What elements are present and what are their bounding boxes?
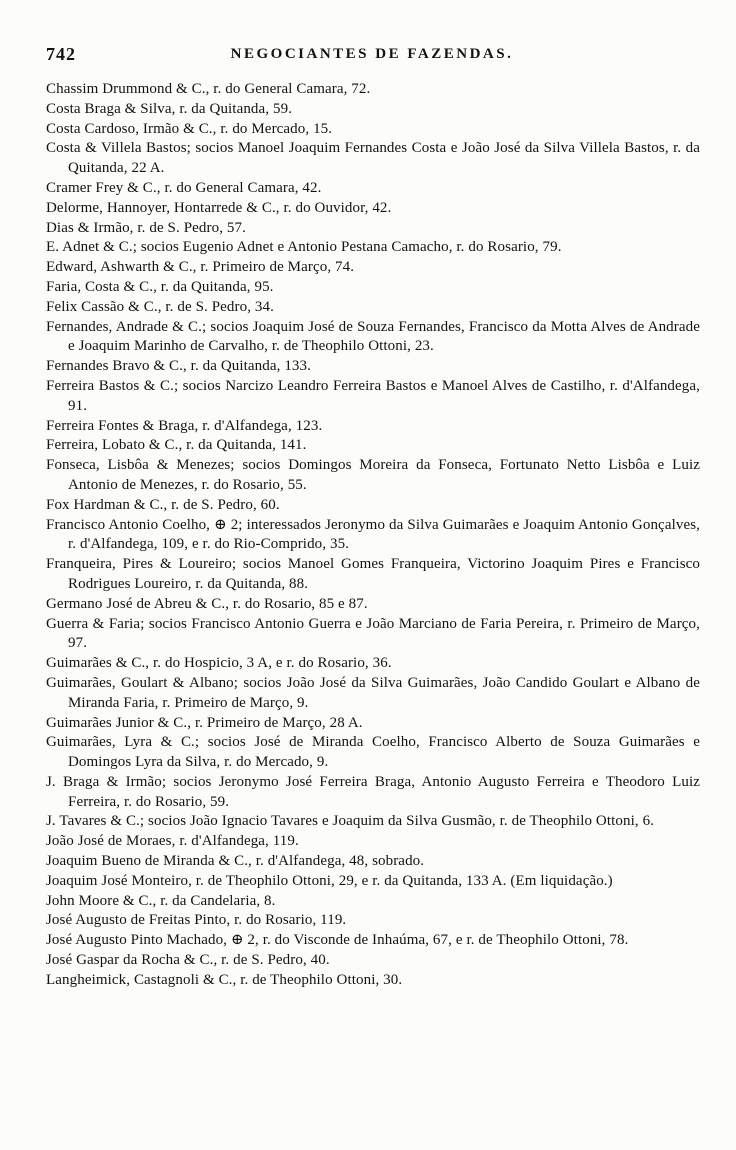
directory-entry: J. Braga & Irmão; socios Jeronymo José Ferreira Braga, Antonio Augusto Ferreira e Theodoro Luiz Ferreira, r. do Rosario, 59.	[46, 773, 700, 810]
directory-entry: Fernandes Bravo & C., r. da Quitanda, 133.	[46, 358, 311, 375]
directory-entry: Guimarães, Lyra & C.; socios José de Miranda Coelho, Francisco Alberto de Souza Guimarães e Domingos Lyra da Silva, r. do Mercado, 9.	[46, 734, 700, 771]
directory-entry: Guimarães & C., r. do Hospicio, 3 A, e r. do Rosario, 36.	[46, 655, 392, 672]
directory-entry: John Moore & C., r. da Candelaria, 8.	[46, 892, 276, 909]
directory-entry: Delorme, Hannoyer, Hontarrede & C., r. do Ouvidor, 42.	[46, 199, 392, 216]
directory-entry: Joaquim Bueno de Miranda & C., r. d'Alfandega, 48, sobrado.	[46, 853, 425, 870]
directory-entry: Joaquim José Monteiro, r. de Theophilo Ottoni, 29, e r. da Quitanda, 133 A. (Em liquidação.)	[46, 872, 613, 889]
directory-entry: Germano José de Abreu & C., r. do Rosario, 85 e 87.	[46, 595, 368, 612]
directory-entry: Ferreira, Lobato & C., r. da Quitanda, 141.	[46, 437, 307, 454]
directory-entry: Costa & Villela Bastos; socios Manoel Joaquim Fernandes Costa e João José da Silva Villela Bastos, r. da Quitanda, 22 A.	[46, 140, 700, 177]
directory-entry: Franqueira, Pires & Loureiro; socios Manoel Gomes Franqueira, Victorino Joaquim Pires e Francisco Rodrigues Loureiro, r. da Quitanda, 88.	[46, 556, 700, 592]
directory-entry: Chassim Drummond & C., r. do General Camara, 72.	[46, 81, 371, 97]
directory-entry: J. Tavares & C.; socios João Ignacio Tavares e Joaquim da Silva Gusmão, r. de Theophilo Ottoni, 6.	[46, 813, 655, 830]
directory-entry: Fox Hardman & C., r. de S. Pedro, 60.	[46, 496, 280, 513]
directory-entries	[0, 74, 736, 991]
directory-entry: João José de Moraes, r. d'Alfandega, 119.	[46, 833, 299, 850]
directory-entry: Felix Cassão & C., r. de S. Pedro, 34.	[46, 298, 274, 315]
directory-entry: Guerra & Faria; socios Francisco Antonio Guerra e João Marciano de Faria Pereira, r. Primeiro de Março, 97.	[46, 615, 700, 652]
directory-entry: Dias & Irmão, r. de S. Pedro, 57.	[46, 219, 246, 236]
page-header	[0, 44, 736, 74]
directory-entry: E. Adnet & C.; socios Eugenio Adnet e Antonio Pestana Camacho, r. do Rosario, 79.	[46, 239, 562, 256]
directory-entry: Langheimick, Castagnoli & C., r. de Theophilo Ottoni, 30.	[46, 971, 403, 988]
directory-entry: Edward, Ashwarth & C., r. Primeiro de Março, 74.	[46, 259, 355, 276]
directory-entry: José Gaspar da Rocha & C., r. de S. Pedro, 40.	[46, 952, 330, 969]
directory-entry: Guimarães, Goulart & Albano; socios João José da Silva Guimarães, João Candido Goulart e Albano de Miranda Faria, r. Primeiro de Março, 9.	[46, 674, 700, 711]
directory-entry: Guimarães Junior & C., r. Primeiro de Março, 28 A.	[46, 714, 363, 731]
directory-entry: Faria, Costa & C., r. da Quitanda, 95.	[46, 278, 274, 295]
directory-entry: José Augusto Pinto Machado, ⊕ 2, r. do Visconde de Inhaúma, 67, e r. de Theophilo Ottoni, 78.	[46, 932, 629, 949]
page-number: 742	[46, 44, 76, 64]
page-title: NEGOCIANTES DE FAZENDAS.	[230, 46, 514, 62]
directory-entry: Costa Braga & Silva, r. da Quitanda, 59.	[46, 100, 293, 117]
directory-entry: Fonseca, Lisbôa & Menezes; socios Domingos Moreira da Fonseca, Fortunato Netto Lisbôa e Luiz Antonio de Menezes, r. do Rosario, 55.	[46, 457, 700, 493]
directory-entry: Costa Cardoso, Irmão & C., r. do Mercado, 15.	[46, 120, 333, 137]
directory-entry: José Augusto de Freitas Pinto, r. do Rosario, 119.	[46, 912, 347, 929]
directory-entry: Ferreira Fontes & Braga, r. d'Alfandega, 123.	[46, 417, 323, 434]
directory-entry: Fernandes, Andrade & C.; socios Joaquim José de Souza Fernandes, Francisco da Motta Alves de Andrade e Joaquim Marinho de Carvalho, r. de Theophilo Ottoni, 23.	[46, 318, 700, 355]
directory-entry: Ferreira Bastos & C.; socios Narcizo Leandro Ferreira Bastos e Manoel Alves de Castilho, r. d'Alfandega, 91.	[46, 377, 700, 414]
directory-entry: Francisco Antonio Coelho, ⊕ 2; interessados Jeronymo da Silva Guimarães e Joaquim Antonio Gonçalves, r. d'Alfandega, 109, e r. do Rio-Comprido, 35.	[46, 516, 700, 553]
directory-entry: Cramer Frey & C., r. do General Camara, 42.	[46, 179, 322, 196]
